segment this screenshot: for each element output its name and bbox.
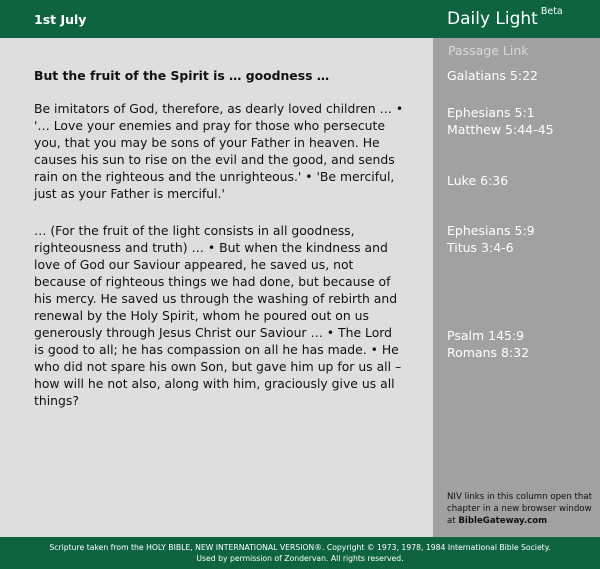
passage-link-titus-3-4-6[interactable]: Titus 3:4-6 bbox=[447, 240, 514, 255]
biblegateway-link[interactable]: BibleGateway.com bbox=[458, 516, 548, 526]
permission-line: Used by permission of Zondervan. All rights reserved. bbox=[196, 554, 404, 563]
passage-link-luke-6-36[interactable]: Luke 6:36 bbox=[447, 173, 509, 188]
passage-link-ephesians-5-1[interactable]: Ephesians 5:1 bbox=[447, 105, 535, 120]
copyright-line: Scripture taken from the HOLY BIBLE, NEW INTERNATIONAL VERSION®. Copyright © 1973, 1978, 1984 International Bible Society. bbox=[49, 543, 551, 552]
passage-link-galatians-5-22[interactable]: Galatians 5:22 bbox=[447, 68, 538, 83]
passage-link-heading: Passage Link bbox=[448, 43, 529, 58]
passage-link-column bbox=[433, 38, 600, 537]
passage-link-romans-8-32[interactable]: Romans 8:32 bbox=[447, 345, 530, 360]
niv-links-note-text: NIV links in this column open that chapter in a new browser window at bbox=[447, 492, 592, 526]
reading-paragraph: … (For the fruit of the light consists in all goodness, righteousness and truth) … • But when the kindness and love of God our Saviour appeared, he saved us, not because of righteous things we had done, but because of his mercy. He saved us through the washing of rebirth and renewal by the Holy Spirit, whom he poured out on us generously through Jesus Christ our Saviour … • The Lord is good to all; he has compassion on all he has made. • He who did not spare his own Son, but gave him up for us all – how will he not also, along with him, graciously give us all things? bbox=[34, 223, 402, 408]
reading-panel bbox=[0, 38, 433, 537]
header-bar bbox=[0, 0, 600, 38]
passage-link-ephesians-5-9[interactable]: Ephesians 5:9 bbox=[447, 223, 535, 238]
passage-link-matthew-5-44-45[interactable]: Matthew 5:44-45 bbox=[447, 122, 554, 137]
date-label: 1st July bbox=[34, 12, 87, 27]
reading-heading: But the fruit of the Spirit is … goodness … bbox=[34, 68, 330, 83]
copyright-footer bbox=[0, 537, 600, 569]
reading-paragraph: Be imitators of God, therefore, as dearly loved children … • '… Love your enemies and pray for those who persecute you, that you may be sons of your Father in heaven. He causes his sun to rise on the evil and the good, and sends rain on the righteous and the unrighteous.' • 'Be merciful, just as your Father is merciful.' bbox=[34, 101, 404, 201]
beta-badge: Beta bbox=[540, 6, 563, 17]
passage-link-psalm-145-9[interactable]: Psalm 145:9 bbox=[447, 328, 525, 343]
niv-links-note bbox=[447, 491, 597, 527]
app-title bbox=[447, 6, 563, 29]
app-title-text: Daily Light bbox=[447, 9, 538, 29]
